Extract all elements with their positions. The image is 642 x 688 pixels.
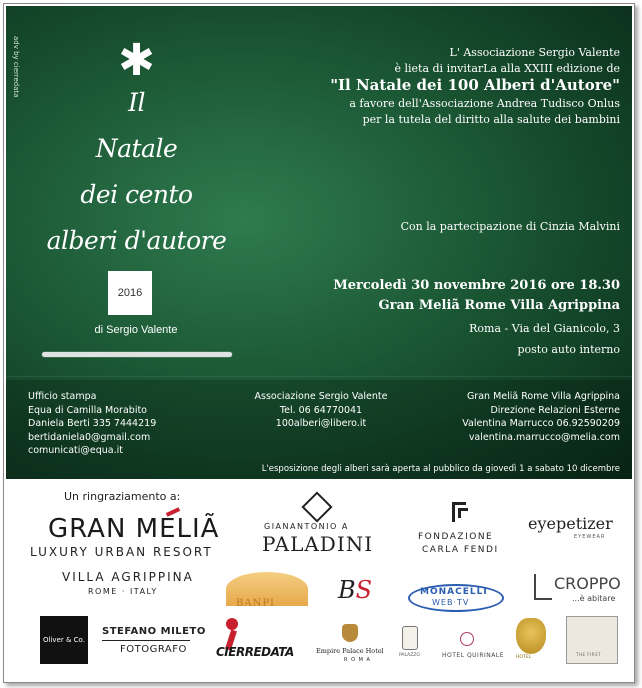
- croppo-logo: CROPPO: [554, 574, 621, 593]
- bs-b: B: [338, 576, 356, 604]
- star-icon: ✱: [118, 35, 155, 86]
- tree-line-1: Il: [128, 88, 145, 117]
- gran-melia-tagline: LUXURY URBAN RESORT: [30, 545, 213, 559]
- cierredata-logo: CIERREDATA: [216, 645, 294, 659]
- press-agency: Equa di Camilla Morabito: [28, 404, 147, 416]
- empire-city: R O M A: [344, 657, 371, 663]
- oliver-logo: Oliver & Co.: [40, 616, 88, 664]
- association-phone: Tel. 06 64770041: [279, 404, 363, 416]
- tree-line-4: alberi d'autore: [46, 226, 227, 255]
- banpi-logo: BANPI: [236, 598, 275, 609]
- press-email-1[interactable]: bertidaniela0@gmail.com: [28, 431, 151, 443]
- host-line: L' Associazione Sergio Valente: [449, 46, 620, 59]
- quirinale-icon: [460, 632, 474, 646]
- mileto-name: STEFANO MILETO: [102, 626, 206, 637]
- press-contacts: [28, 390, 156, 458]
- press-email-2[interactable]: comunicati@equa.it: [28, 445, 123, 456]
- gran-melia-villa: VILLA AGRIPPINA: [62, 570, 194, 584]
- paladini-firstname: GIANANTONIO A: [264, 522, 349, 531]
- bs-logo: [338, 576, 372, 604]
- divider: [6, 376, 632, 377]
- palazzo-label: PALAZZO: [399, 653, 420, 658]
- address-line: Roma - Via del Gianicolo, 3: [469, 322, 620, 335]
- parking-line: posto auto interno: [517, 343, 620, 356]
- event-title: "Il Natale dei 100 Alberi d'Autore": [330, 76, 620, 94]
- invitation-card: [6, 6, 632, 479]
- fendi-line-1: FONDAZIONE: [418, 532, 494, 542]
- quirinale-logo: HOTEL QUIRINALE: [442, 652, 504, 659]
- gran-melia-city: ROME · ITALY: [88, 587, 158, 596]
- cause-line: per la tutela del diritto alla salute dei bambini: [362, 113, 620, 126]
- chair-icon: [534, 574, 552, 600]
- chalk-line: [42, 352, 232, 357]
- palazzo-crest-icon: [402, 626, 418, 650]
- croppo-tagline: ...è abitare: [572, 594, 616, 603]
- hotel-title: Gran Meliã Rome Villa Agrippina: [466, 391, 620, 402]
- tree-line-3: dei cento: [80, 180, 193, 209]
- hotel-email[interactable]: valentina.marrucco@melia.com: [468, 431, 620, 443]
- page-frame: [3, 3, 635, 683]
- guest-line: Con la partecipazione di Cinzia Malvini: [400, 220, 620, 233]
- empire-logo: Empire Palace Hotel: [316, 647, 384, 655]
- association-contacts: [246, 390, 396, 431]
- hotel-person: Valentina Marrucco 06.92590209: [462, 418, 620, 429]
- association-title: Associazione Sergio Valente: [254, 391, 388, 402]
- author-line: di Sergio Valente: [94, 324, 178, 336]
- adv-credit: adv by cierredata: [12, 36, 20, 98]
- empire-crest-icon: [342, 624, 358, 642]
- gran-melia-logo: GRAN MELIÃ: [48, 514, 220, 544]
- tree-line-2: Natale: [95, 134, 178, 163]
- invite-line: è lieta di invitarLa alla XXIII edizione de: [394, 62, 620, 75]
- mileto-role: FOTOGRAFO: [120, 644, 187, 655]
- fendi-line-2: CARLA FENDI: [422, 545, 499, 555]
- hotel-contacts: [462, 390, 620, 444]
- hotel-department: Direzione Relazioni Esterne: [490, 404, 620, 416]
- beneficiary-line: a favore dell'Associazione Andrea Tudisco Onlus: [349, 97, 620, 110]
- association-email[interactable]: 100alberi@libero.it: [275, 418, 367, 429]
- press-person: Daniela Berti 335 7444219: [28, 418, 157, 429]
- eyepetizer-logo: eyepetizer: [528, 514, 613, 533]
- venue-line: Gran Meliã Rome Villa Agrippina: [378, 298, 620, 313]
- fendi-icon-inner: [458, 508, 468, 518]
- gold-crest-icon: [516, 618, 546, 654]
- date-line: Mercoledì 30 novembre 2016 ore 18.30: [333, 278, 620, 293]
- mileto-rule: [102, 640, 190, 641]
- contacts-band: [6, 380, 632, 479]
- bs-s: S: [355, 576, 373, 604]
- runner-icon: [226, 618, 238, 630]
- box-logo-label: THE FIRST: [576, 652, 601, 657]
- year-box: 2016: [108, 271, 152, 315]
- paladini-emblem-icon: [301, 491, 332, 522]
- press-title: Ufficio stampa: [28, 391, 97, 402]
- thanks-heading: Un ringraziamento a:: [64, 490, 181, 503]
- monacelli-logo: MONACELLI: [420, 587, 488, 597]
- tree-title: [34, 35, 239, 264]
- exhibition-notice: L'esposizione degli alberi sarà aperta al pubblico da giovedì 1 a sabato 10 dicembre: [261, 464, 620, 474]
- monacelli-sub: WEB·TV: [432, 598, 470, 607]
- eyepetizer-sub: EYEWEAR: [574, 534, 606, 540]
- paladini-logo: PALADINI: [262, 532, 374, 556]
- gold-crest-label: HOTEL: [516, 655, 532, 660]
